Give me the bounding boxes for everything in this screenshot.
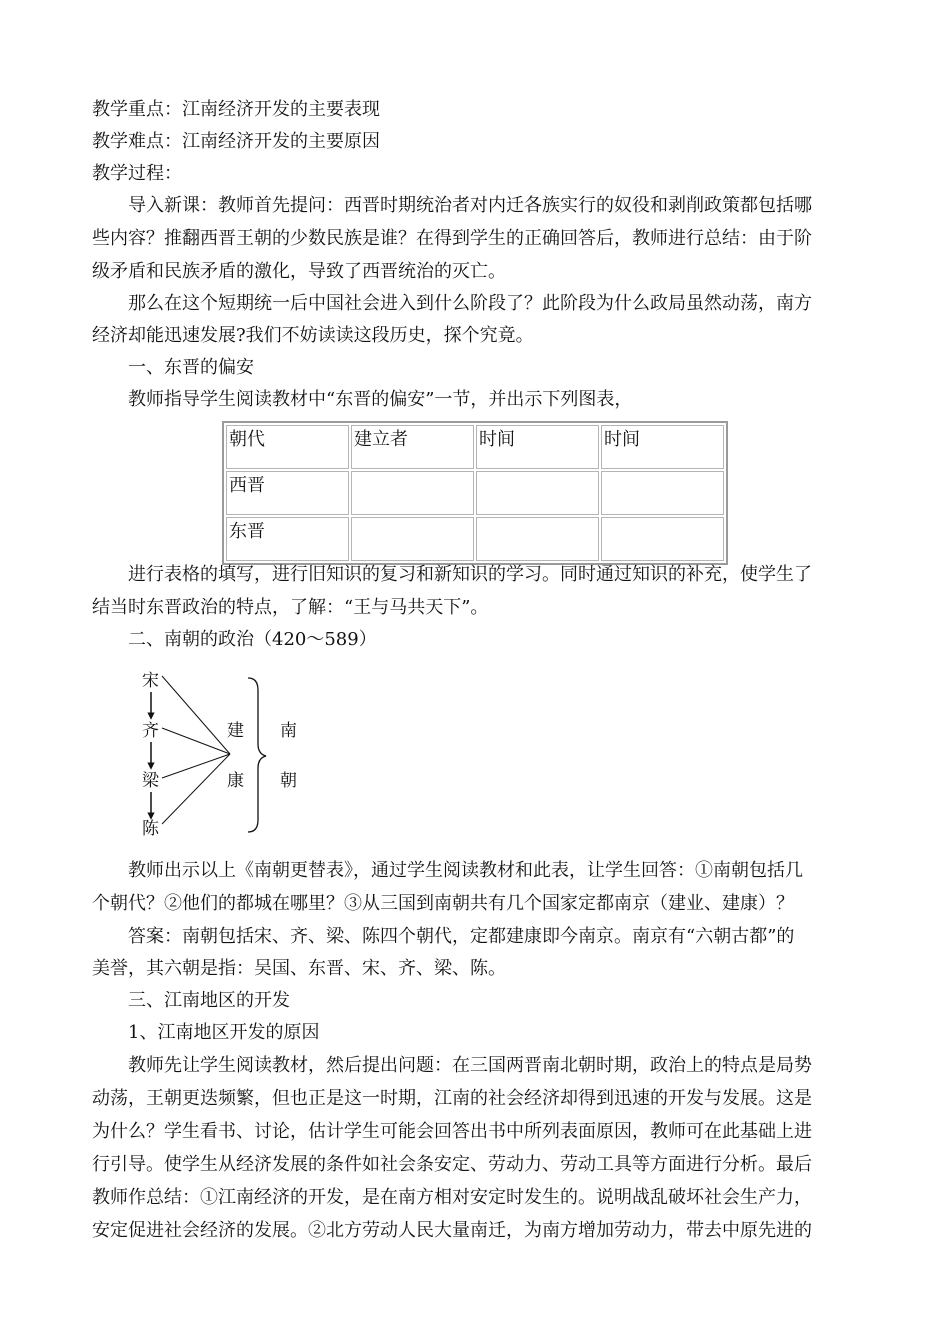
section3-paragraph-line: 教师作总结：①江南经济的开发，是在南方相对安定时发生的。说明战乱破坏社会生产力， — [92, 1187, 812, 1208]
section1-after-line: 进行表格的填写，进行旧知识的复习和新知识的学习。同时通过知识的补充，使学生了 — [128, 564, 812, 585]
section2-answer-line: 答案：南朝包括宋、齐、梁、陈四个朝代，定都建康即今南京。南京有“六朝古都”的 — [128, 926, 795, 947]
teaching-focus: 教学重点：江南经济开发的主要表现 — [92, 99, 380, 120]
capital-link-line — [162, 728, 230, 754]
intro-paragraph-line: 些内容？推翻西晋王朝的少数民族是谁？在得到学生的正确回答后，教师进行总结：由于阶 — [92, 228, 812, 249]
dynasty-table — [222, 421, 728, 565]
capital-link-line — [162, 754, 230, 824]
southern-dynasties-diagram — [130, 664, 330, 844]
table-cell — [476, 471, 599, 515]
intro-paragraph-line: 那么在这个短期统一后中国社会进入到什么阶段了？此阶段为什么政局虽然动荡，南方 — [128, 293, 812, 314]
section1-after-line: 结当时东晋政治的特点，了解：“王与马共天下”。 — [92, 597, 489, 618]
section2-title: 二、南朝的政治（420～589） — [128, 629, 377, 650]
table-row — [226, 471, 724, 515]
section1-title: 一、东晋的偏安 — [128, 357, 254, 378]
intro-paragraph-line: 经济却能迅速发展?我们不妨读读这段历史，探个究竟。 — [92, 325, 534, 346]
section3-subtitle: 1、江南地区开发的原因 — [128, 1022, 320, 1043]
section3-paragraph-line: 动荡，王朝更迭频繁，但也正是这一时期，江南的社会经济却得到迅速的开发与发展。这是 — [92, 1088, 812, 1109]
dynasty-qi: 齐 — [142, 721, 159, 741]
teaching-difficulty: 教学难点：江南经济开发的主要原因 — [92, 131, 380, 152]
section2-question-line: 教师出示以上《南朝更替表》，通过学生阅读教材和此表，让学生回答：①南朝包括几 — [128, 860, 803, 881]
section3-paragraph-line: 教师先让学生阅读教材，然后提出问题：在三国两晋南北朝时期，政治上的特点是局势 — [128, 1055, 812, 1076]
section3-paragraph-line: 安定促进社会经济的发展。②北方劳动人民大量南迁，为南方增加劳动力，带去中原先进的 — [92, 1220, 812, 1241]
dynasty-song: 宋 — [142, 671, 159, 691]
capital-link-line — [162, 676, 230, 754]
section3-paragraph-line: 为什么？学生看书、讨论，估计学生可能会回答出书中所列表面原因，教师可在此基础上进 — [92, 1121, 812, 1142]
table-cell: 西晋 — [226, 471, 349, 515]
section2-answer-line: 美誉，其六朝是指：吴国、东晋、宋、齐、梁、陈。 — [92, 958, 506, 979]
table-header-cell: 朝代 — [226, 425, 349, 469]
intro-paragraph-line: 导入新课：教师首先提问：西晋时期统治者对内迁各族实行的奴役和剥削政策都包括哪 — [128, 195, 812, 216]
intro-paragraph-line: 级矛盾和民族矛盾的激化，导致了西晋统治的灭亡。 — [92, 261, 506, 282]
teaching-process-label: 教学过程： — [92, 163, 182, 184]
table-cell: 东晋 — [226, 517, 349, 561]
southern-label-char: 朝 — [280, 771, 297, 791]
section1-guide: 教师指导学生阅读教材中“东晋的偏安”一节，并出示下列图表， — [128, 389, 633, 410]
table-header-row — [226, 425, 724, 469]
dynasty-liang: 梁 — [142, 771, 159, 791]
table-header-cell: 时间 — [476, 425, 599, 469]
capital-link-line — [162, 754, 230, 778]
capital-char: 建 — [227, 721, 244, 741]
table-header-cell: 建立者 — [351, 425, 474, 469]
section3-paragraph-line: 行引导。使学生从经济发展的条件如社会条安定、劳动力、劳动工具等方面进行分析。最后 — [92, 1154, 812, 1175]
table-cell — [351, 517, 474, 561]
dynasty-chen: 陈 — [142, 819, 159, 839]
capital-char: 康 — [227, 771, 244, 791]
table-cell — [601, 517, 724, 561]
table-row — [226, 517, 724, 561]
table-cell — [351, 471, 474, 515]
curly-brace — [248, 678, 266, 832]
southern-label-char: 南 — [280, 721, 297, 741]
section3-title: 三、江南地区的开发 — [128, 990, 290, 1011]
section2-question-line: 个朝代？②他们的都城在哪里？③从三国到南朝共有几个国家定都南京（建业、建康）？ — [92, 893, 794, 914]
table-cell — [476, 517, 599, 561]
table-header-cell: 时间 — [601, 425, 724, 469]
table-cell — [601, 471, 724, 515]
